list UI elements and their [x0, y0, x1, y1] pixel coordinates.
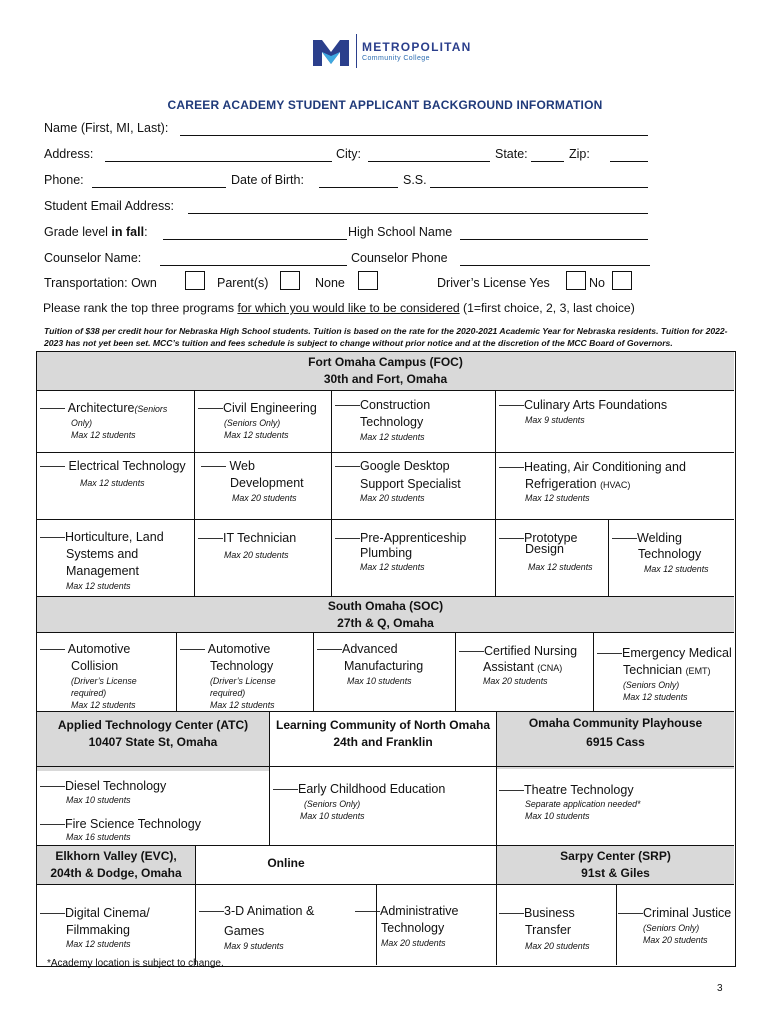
prototype-max: Max 12 students [528, 562, 593, 572]
program-theatre[interactable]: ——Theatre Technology [499, 783, 634, 797]
emt-max: Max 12 students [623, 692, 688, 702]
ss-label: S.S. [403, 173, 427, 187]
adv-mfg-line2: Manufacturing [344, 659, 424, 673]
phone-field[interactable] [92, 187, 226, 188]
license-no-label: No [589, 276, 605, 290]
plumbing-line2: Plumbing [360, 546, 413, 560]
auto-tech-line2: Technology [210, 659, 274, 673]
theatre-note: Separate application needed* [525, 799, 641, 809]
adv-mfg-max: Max 10 students [347, 676, 412, 686]
civil-max: Max 12 students [224, 430, 289, 440]
program-web-development[interactable]: —— Web [201, 459, 255, 473]
program-early-childhood[interactable]: ——Early Childhood Education [273, 782, 446, 796]
parents-label: Parent(s) [217, 276, 269, 290]
prototype-line2: Design [525, 542, 564, 556]
program-welding[interactable]: ——Welding [612, 531, 682, 545]
high-school-label: High School Name [348, 225, 453, 239]
atc-header: Applied Technology Center (ATC) 10407 State St, Omaha [37, 712, 269, 771]
grade-field[interactable] [163, 239, 347, 240]
welding-max: Max 12 students [644, 564, 709, 574]
counselor-phone-field[interactable] [460, 265, 650, 266]
early-childhood-max: Max 10 students [300, 811, 365, 821]
divider [36, 452, 734, 453]
program-horticulture[interactable]: ——Horticulture, Land [40, 530, 164, 544]
auto-collision-note1: (Driver’s License [71, 676, 137, 686]
logo-divider [356, 34, 357, 68]
hvac-max: Max 12 students [525, 493, 590, 503]
criminal-max: Max 20 students [643, 935, 708, 945]
divider [608, 520, 609, 597]
zip-label: Zip: [569, 147, 590, 161]
zip-field[interactable] [610, 161, 648, 162]
program-emt[interactable]: ——Emergency Medical [597, 646, 732, 660]
hvac-line2: Refrigeration (HVAC) [525, 477, 631, 491]
horticulture-line3: Management [66, 564, 139, 578]
program-advanced-manufacturing[interactable]: ——Advanced [317, 642, 398, 656]
auto-collision-line2: Collision [71, 659, 119, 673]
transportation-label: Transportation: Own [44, 276, 157, 290]
address-field[interactable] [105, 161, 332, 162]
footnote: *Academy location is subject to change. [47, 958, 224, 969]
divider [36, 390, 734, 391]
web-line2: Development [230, 476, 304, 490]
divider [269, 711, 270, 845]
divider [36, 766, 734, 767]
animation-line2: Games [224, 924, 265, 938]
program-civil-engineering[interactable]: ——Civil Engineering [198, 401, 317, 415]
city-label: City: [336, 147, 361, 161]
license-label: Driver’s License Yes [437, 276, 550, 290]
divider [313, 632, 314, 712]
transport-none-checkbox[interactable] [358, 271, 378, 290]
page-number: 3 [717, 983, 723, 994]
college-logo-icon [313, 38, 349, 68]
rank-instructions: Please rank the top three programs for which you would like to be considered (1=first choice, 2, 3, last choice) [43, 301, 635, 315]
divider [331, 390, 332, 597]
auto-tech-note2: required) [210, 688, 246, 698]
theatre-max: Max 10 students [525, 811, 590, 821]
high-school-field[interactable] [460, 239, 648, 240]
culinary-max: Max 9 students [525, 415, 585, 425]
divider [455, 632, 456, 712]
program-google-support[interactable]: ——Google Desktop [335, 459, 450, 473]
evc-header: Elkhorn Valley (EVC), 204th & Dodge, Omaha [37, 846, 195, 885]
email-label: Student Email Address: [44, 199, 174, 213]
transport-own-checkbox[interactable] [185, 271, 205, 290]
divider [376, 885, 377, 965]
horticulture-max: Max 12 students [66, 581, 131, 591]
program-criminal-justice[interactable]: ——Criminal Justice [618, 906, 732, 920]
page-title: CAREER ACADEMY STUDENT APPLICANT BACKGROUND INFORMATION [167, 98, 603, 112]
divider [495, 390, 496, 597]
business-line2: Transfer [525, 923, 572, 937]
auto-tech-note1: (Driver’s License [210, 676, 276, 686]
state-field[interactable] [531, 161, 564, 162]
diesel-max: Max 10 students [66, 795, 131, 805]
program-culinary[interactable]: ——Culinary Arts Foundations [499, 398, 668, 412]
divider [195, 845, 196, 965]
it-max: Max 20 students [224, 550, 289, 560]
google-max: Max 20 students [360, 493, 425, 503]
horticulture-line2: Systems and [66, 547, 139, 561]
architecture-max: Max 12 students [71, 430, 136, 440]
welding-line2: Technology [638, 547, 702, 561]
electrical-max: Max 12 students [80, 478, 145, 488]
program-prototype[interactable]: ——Prototype [499, 531, 578, 545]
divider [593, 632, 594, 712]
program-electrical[interactable]: —— Electrical Technology [40, 459, 186, 473]
emt-note: (Seniors Only) [623, 680, 680, 690]
dob-label: Date of Birth: [231, 173, 304, 187]
program-digital-cinema[interactable]: ——Digital Cinema/ [40, 906, 150, 920]
license-yes-checkbox[interactable] [566, 271, 586, 290]
admin-line2: Technology [381, 921, 445, 935]
divider [36, 519, 734, 520]
google-line2: Support Specialist [360, 477, 461, 491]
name-label: Name (First, MI, Last): [44, 121, 169, 135]
program-diesel[interactable]: ——Diesel Technology [40, 779, 167, 793]
plumbing-max: Max 12 students [360, 562, 425, 572]
divider [496, 711, 497, 845]
criminal-note: (Seniors Only) [643, 923, 700, 933]
srp-header: Sarpy Center (SRP) 91st & Giles [497, 846, 734, 885]
divider [194, 390, 195, 597]
program-auto-collision[interactable]: —— Automotive [40, 642, 131, 656]
cinema-max: Max 12 students [66, 939, 131, 949]
program-construction[interactable]: ——Construction [335, 398, 431, 412]
cna-max: Max 20 students [483, 676, 548, 686]
admin-max: Max 20 students [381, 938, 446, 948]
tuition-note: Tuition of $38 per credit hour for Nebraska High School students. Tuition is based on the rate for the 2020-2021 Academic Year for Nebraska residents. Tuition for 2022-2023 has not yet been set. MCC’s tuition and fees schedule is subject to change without prior notice and at the discretion of the MCC Board of Governors. [44, 326, 728, 348]
emt-line2: Technician (EMT) [623, 663, 711, 677]
construction-line2: Technology [360, 415, 424, 429]
program-fire-science[interactable]: ——Fire Science Technology [40, 817, 201, 831]
program-business[interactable]: ——Business [499, 906, 575, 920]
foc-header: Fort Omaha Campus (FOC) 30th and Fort, Omaha [37, 352, 734, 390]
program-3d-animation[interactable]: ——3-D Animation & [199, 904, 315, 918]
program-architecture[interactable]: —— Architecture(Seniors [40, 401, 168, 415]
counselor-label: Counselor Name: [44, 251, 142, 265]
business-max: Max 20 students [525, 941, 590, 951]
fire-max: Max 16 students [66, 832, 131, 842]
none-label: None [315, 276, 345, 290]
program-administrative[interactable]: ——Administrative [355, 904, 459, 918]
construction-max: Max 12 students [360, 432, 425, 442]
logo-subtitle: Community College [362, 55, 430, 62]
counselor-phone-label: Counselor Phone [351, 251, 448, 265]
auto-collision-max: Max 12 students [71, 700, 136, 710]
grade-label: Grade level in fall: [44, 225, 148, 239]
divider [176, 632, 177, 712]
web-max: Max 20 students [232, 493, 297, 503]
logo-name: METROPOLITAN [362, 40, 472, 54]
cinema-line2: Filmmaking [66, 923, 130, 937]
divider [496, 845, 497, 965]
lcno-header: Learning Community of North Omaha 24th and Franklin [270, 712, 496, 771]
civil-note: (Seniors Only) [224, 418, 281, 428]
soc-header: South Omaha (SOC) 27th & Q, Omaha [37, 597, 734, 632]
program-it-technician[interactable]: ——IT Technician [198, 531, 297, 545]
dob-field[interactable] [319, 187, 398, 188]
program-plumbing[interactable]: ——Pre-Apprenticeship [335, 531, 467, 545]
auto-tech-max: Max 12 students [210, 700, 275, 710]
divider [36, 632, 734, 633]
divider [36, 884, 734, 885]
city-field[interactable] [368, 161, 490, 162]
online-header: Online [267, 856, 305, 870]
animation-max: Max 9 students [224, 941, 284, 951]
program-hvac[interactable]: ——Heating, Air Conditioning and [499, 460, 686, 474]
ss-field[interactable] [430, 187, 648, 188]
name-field[interactable] [180, 135, 648, 136]
architecture-note: Only) [71, 418, 93, 428]
early-childhood-note: (Seniors Only) [304, 799, 361, 809]
phone-label: Phone: [44, 173, 84, 187]
ocp-header: Omaha Community Playhouse 6915 Cass [497, 712, 734, 769]
divider [616, 885, 617, 965]
program-auto-technology[interactable]: —— Automotive [180, 642, 271, 656]
license-no-checkbox[interactable] [612, 271, 632, 290]
program-cna[interactable]: ——Certified Nursing [459, 644, 578, 658]
address-label: Address: [44, 147, 94, 161]
state-label: State: [495, 147, 528, 161]
email-field[interactable] [188, 213, 648, 214]
transport-parents-checkbox[interactable] [280, 271, 300, 290]
auto-collision-note2: required) [71, 688, 107, 698]
cna-line2: Assistant (CNA) [483, 660, 563, 674]
counselor-field[interactable] [160, 265, 347, 266]
